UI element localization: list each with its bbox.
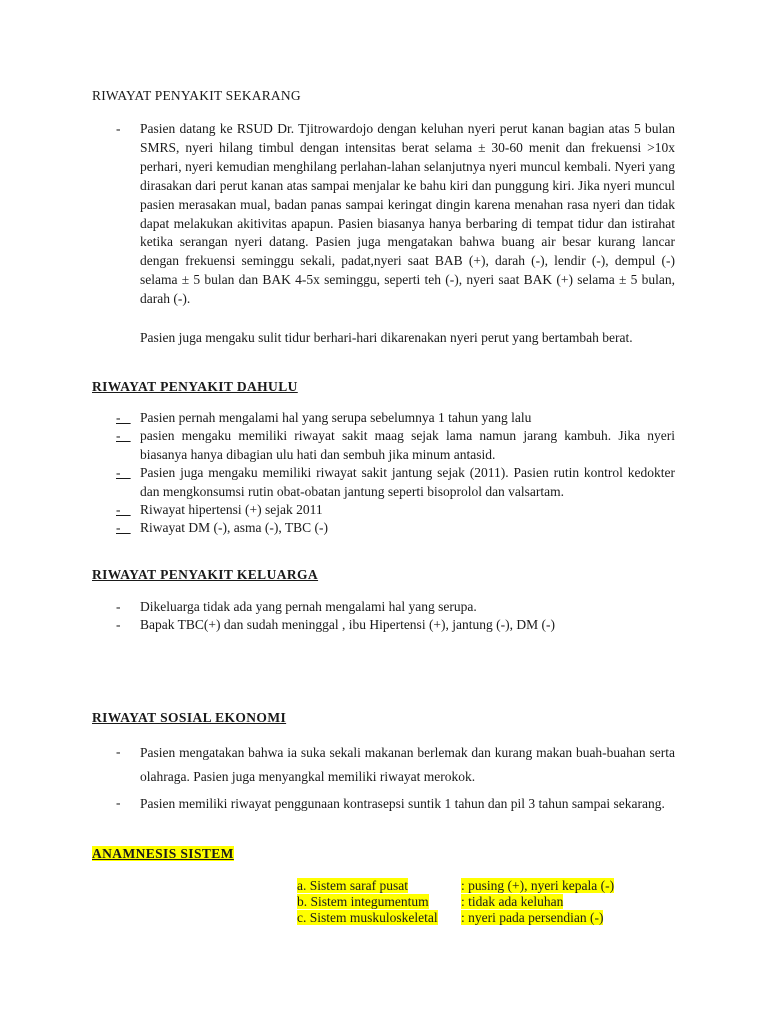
table-cell-value: : pusing (+), nyeri kepala (-)	[461, 878, 615, 893]
list-item: - Bapak TBC(+) dan sudah meninggal , ibu Hipertensi (+), jantung (-), DM (-)	[116, 616, 556, 632]
section-heading-riwayat-keluarga: RIWAYAT PENYAKIT KELUARGA	[92, 567, 319, 582]
list-item: - Dikeluarga tidak ada yang pernah mengalami hal yang serupa.	[116, 599, 477, 614]
bullet-dash: -	[116, 795, 121, 810]
list-riwayat-dahulu	[0, 409, 768, 538]
list-item: - Pasien pernah mengalami hal yang serupa sebelumnya 1 tahun yang lalu	[0, 409, 675, 427]
section-heading-riwayat-sosial: RIWAYAT SOSIAL EKONOMI	[92, 710, 287, 725]
table-cell-label: c. Sistem muskuloskeletal	[297, 910, 438, 925]
section-heading-anamnesis: ANAMNESIS SISTEM	[92, 846, 234, 861]
bullet-dash: -	[116, 428, 131, 444]
list-item: - Riwayat hipertensi (+) sejak 2011	[0, 501, 675, 519]
bullet-dash: -	[116, 502, 131, 518]
list-riwayat-sekarang	[0, 120, 768, 309]
bullet-dash: -	[116, 520, 131, 536]
anamnesis-table	[297, 878, 614, 926]
list-item: - Riwayat DM (-), asma (-), TBC (-)	[0, 519, 675, 537]
table-row	[297, 878, 614, 894]
table-cell-label: b. Sistem integumentum	[297, 894, 429, 909]
bullet-dash: -	[116, 121, 121, 136]
list-item: - Pasien mengatakan bahwa ia suka sekali makanan berlemak dan kurang makan buah-buahan serta olahraga. Pasien juga menyangkal memiliki riwayat merokok.	[0, 741, 675, 789]
table-cell-value: : tidak ada keluhan	[461, 894, 564, 909]
section-heading-riwayat-sekarang: RIWAYAT PENYAKIT SEKARANG	[92, 88, 301, 103]
paragraph-riwayat-sekarang-extra: Pasien juga mengaku sulit tidur berhari-hari dikarenakan nyeri perut yang bertambah berat.	[140, 330, 633, 345]
bullet-dash: -	[116, 744, 121, 759]
list-item: - Pasien datang ke RSUD Dr. Tjitrowardojo dengan keluhan nyeri perut kanan bagian atas 5 bulan SMRS, nyeri hilang timbul dengan intensitas berat selama ± 30-60 menit dan frekuensi >10x perhari, nyeri kemudian menghilang perlahan-lahan selanjutnya nyeri muncul kembali. Nyeri yang dirasakan dari perut kanan atas sampai menjalar ke bahu kiri dan punggung kiri. Jika nyeri muncul pasien merasakan mual, badan panas sampai keringat dingin karena menahan rasa nyeri dan tidak dapat melakukan akitivitas apapun. Pasien biasanya hanya berbaring di tempat tidur dan istirahat ketika serangan nyeri datang. Pasien juga mengatakan bahwa buang air besar kurang lancar dengan frekuensi seminggu sekali, padat,nyeri saat BAB (+), darah (-), lendir (-), dempul (-) selama ± 5 bulan dan BAK 4-5x seminggu, seperti teh (-), nyeri saat BAK (+) selama ± 5 bulan, darah (-).	[116, 121, 675, 307]
table-row	[297, 910, 614, 926]
bullet-dash: -	[116, 599, 121, 614]
list-riwayat-keluarga	[0, 598, 768, 633]
bullet-dash: -	[116, 616, 121, 632]
bullet-dash: -	[116, 465, 131, 481]
bullet-dash: -	[116, 410, 131, 425]
table-cell-value: : nyeri pada persendian (-)	[461, 910, 604, 925]
table-cell-label: a. Sistem saraf pusat	[297, 878, 408, 893]
list-item: - pasien mengaku memiliki riwayat sakit maag sejak lama namun jarang kambuh. Jika nyeri biasanya hanya dibagian ulu hati dan sembuh jika minum antasid.	[116, 428, 675, 462]
section-heading-riwayat-dahulu: RIWAYAT PENYAKIT DAHULU	[92, 379, 298, 394]
list-item: - Pasien juga mengaku memiliki riwayat sakit jantung sejak (2011). Pasien rutin kontrol kedokter dan mengkonsumsi rutin obat-obatan jantung seperti bisoprolol dan valsartam.	[116, 465, 675, 499]
list-item: - Pasien memiliki riwayat penggunaan kontrasepsi suntik 1 tahun dan pil 3 tahun sampai sekarang.	[0, 792, 675, 816]
list-riwayat-sosial	[0, 741, 768, 816]
table-row	[297, 894, 614, 910]
